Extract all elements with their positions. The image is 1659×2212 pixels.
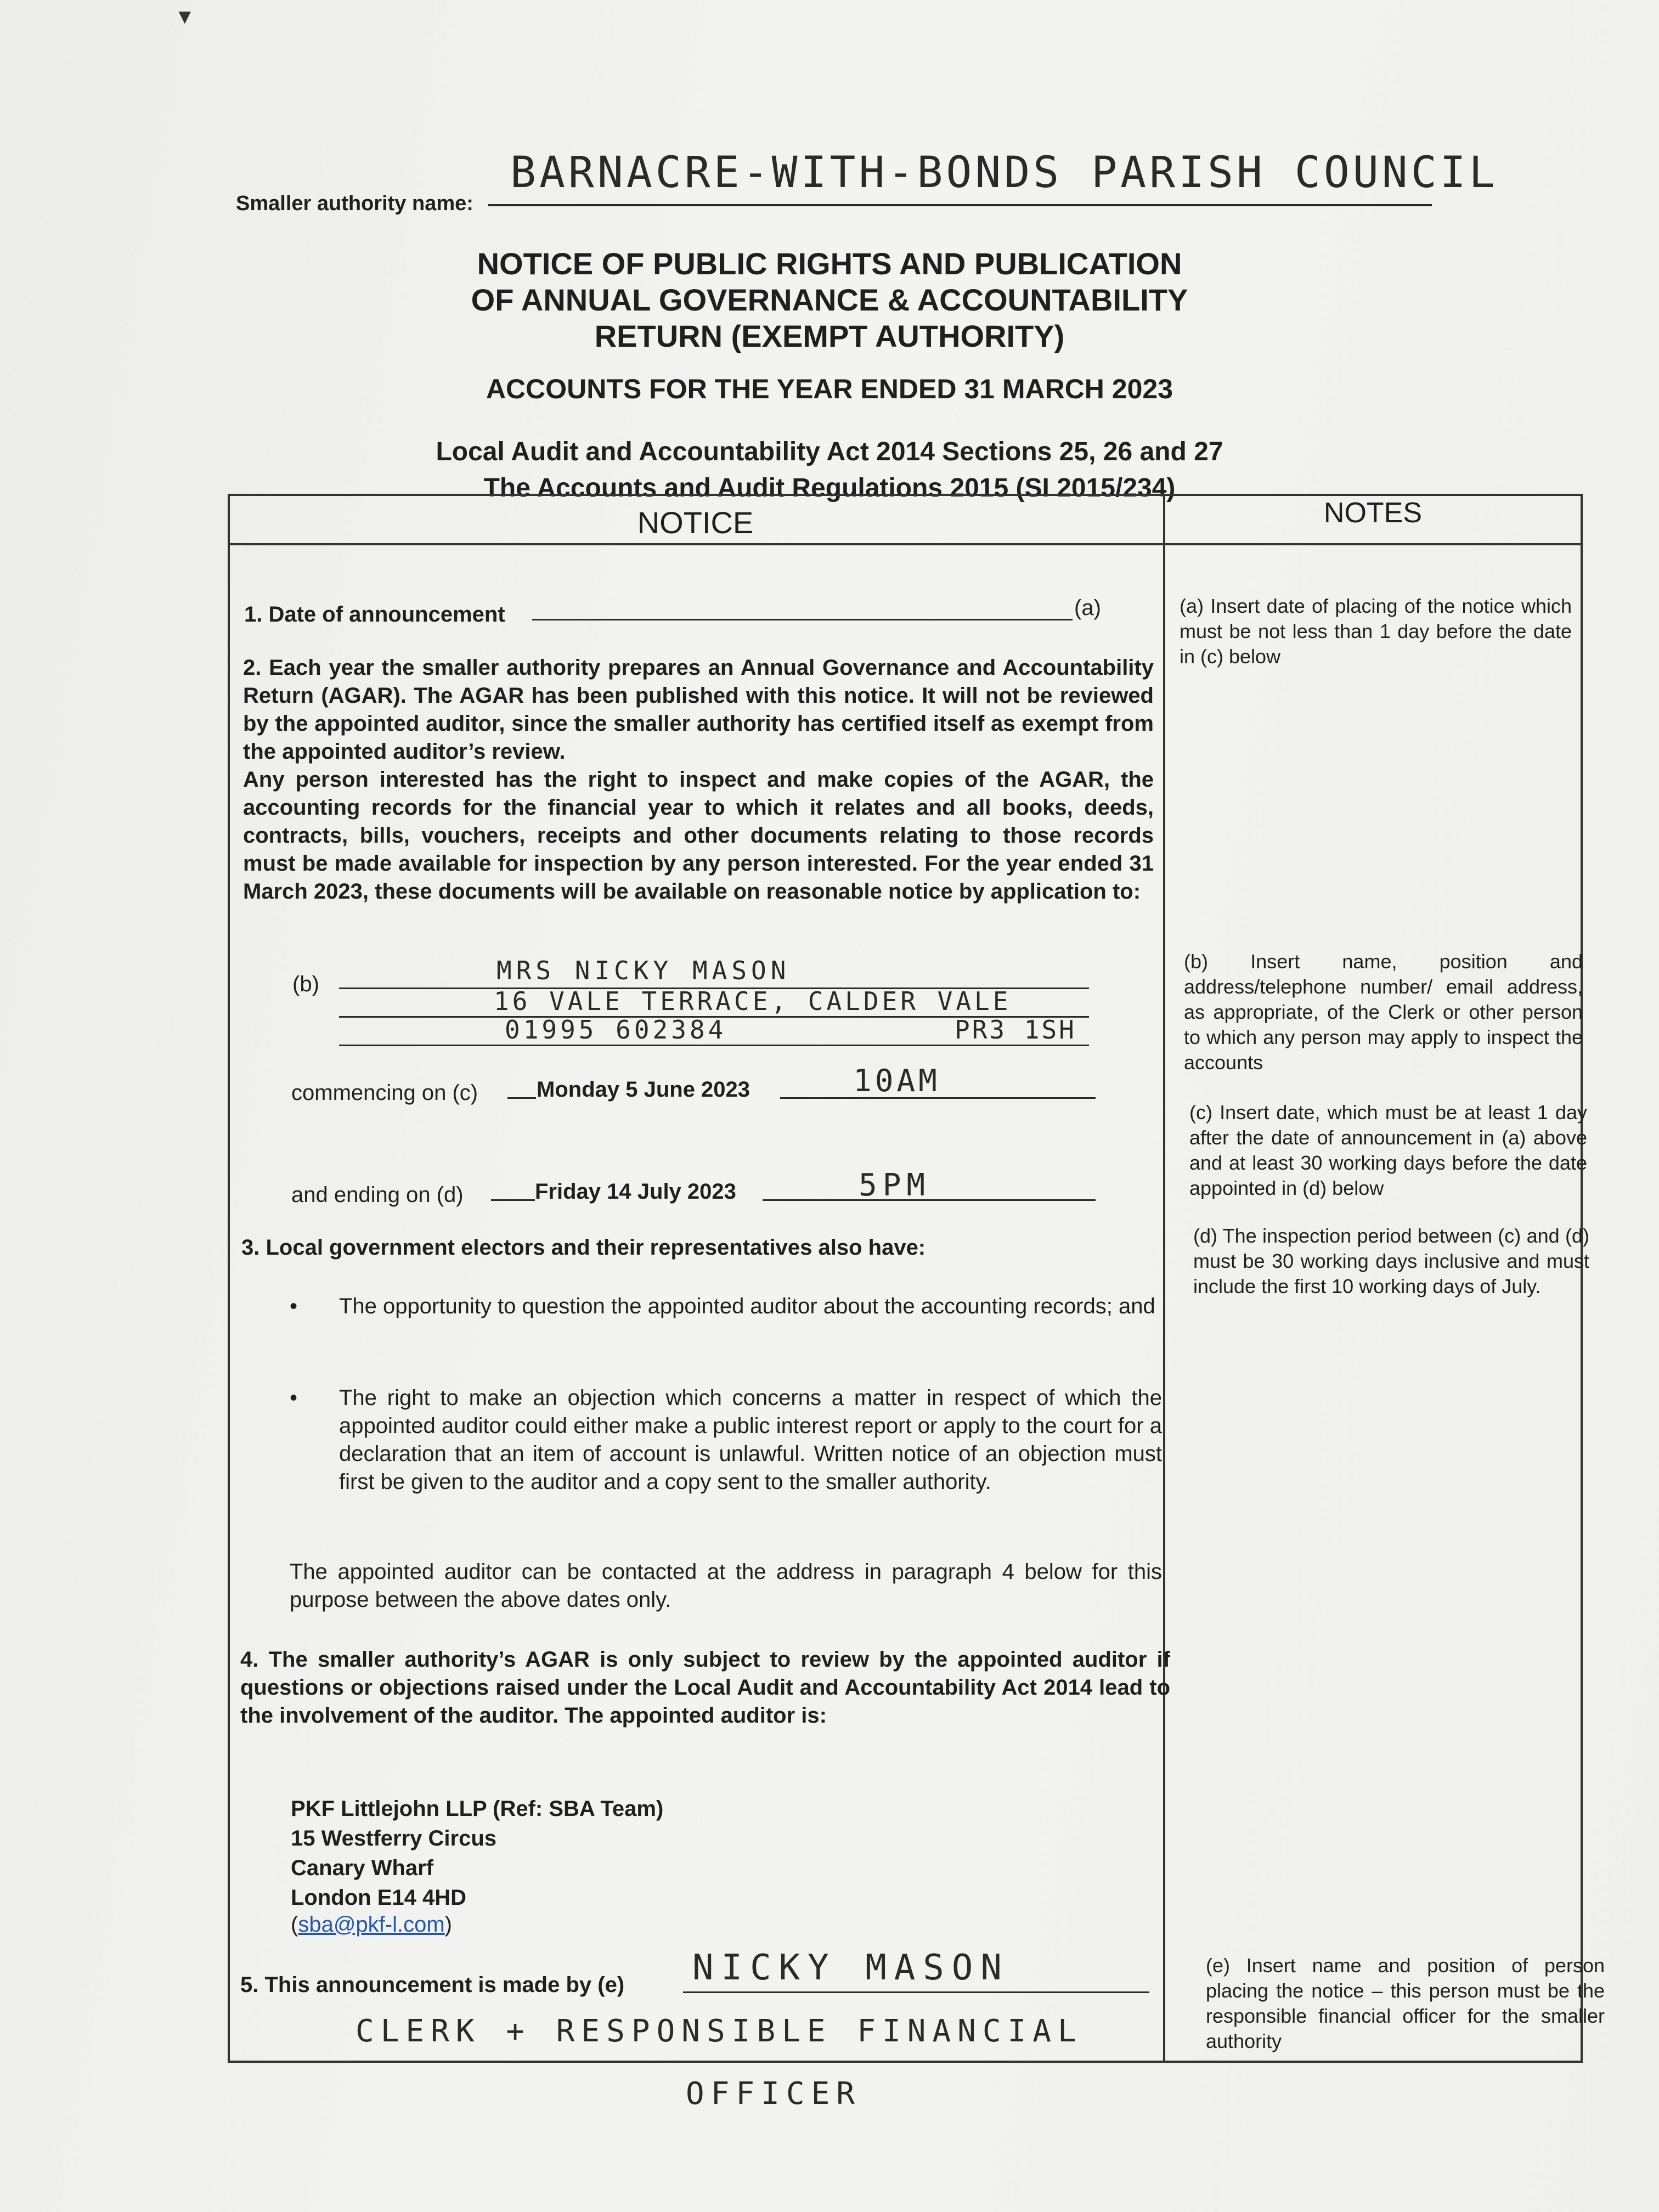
ending-line-left (491, 1199, 535, 1201)
auditor-email-link[interactable]: sba@pkf-l.com (298, 1912, 445, 1937)
commencing-line-left (507, 1097, 536, 1099)
notice-column-header: NOTICE (637, 505, 754, 540)
column-divider (1163, 494, 1165, 2063)
auditor-email-line: (sba@pkf-l.com) (291, 1912, 452, 1937)
ending-label: and ending on (d) (291, 1183, 464, 1207)
corner-mark: ▼ (174, 5, 195, 29)
auditor-address: PKF Littlejohn LLP (Ref: SBA Team) 15 Westferry Circus Canary Wharf London E14 4HD (291, 1797, 664, 1910)
item-1-label: 1. Date of announcement (244, 602, 505, 627)
header-divider (228, 543, 1583, 545)
announcement-date-line (532, 619, 1073, 620)
note-c: (c) Insert date, which must be at least 1 day after the date of announcement in (a) above and at least 30 working days before the date appointed in (d) below (1189, 1101, 1587, 1199)
item-4-text: 4. The smaller authority’s AGAR is only subject to review by the appointed auditor if questions or objections raised under the Local Audit and Accountability Act 2014 lead to the involvement of the auditor. The appointed auditor is: (240, 1647, 1170, 1728)
item-3-footer: The appointed auditor can be contacted at the address in paragraph 4 below for this purpose between the above dates only. (290, 1560, 1162, 1612)
note-b: (b) Insert name, position and address/telephone number/ email address, as appropriate, of the Clerk or other person to which any person may apply to inspect the accounts (1184, 950, 1583, 1074)
contact-name-handwritten: MRS NICKY MASON (496, 956, 791, 985)
commencing-time-handwritten: 10AM (853, 1063, 940, 1099)
authority-name-line (488, 204, 1432, 206)
bullet-objection-right: • The right to make an objection which concerns a matter in respect of which the appointed auditor could either make a public interest report or apply to the court for a declaration that an item of account is unlawful. Written notice of an objection must first be given to the auditor and a copy sent to the smaller authority. (339, 1384, 1162, 1496)
item-3-heading: 3. Local government electors and their representatives also have: (241, 1235, 926, 1260)
contact-address-handwritten: 16 VALE TERRACE, CALDER VALE (494, 986, 1012, 1016)
commencing-date: Monday 5 June 2023 (537, 1077, 751, 1102)
accounts-year-subtitle: ACCOUNTS FOR THE YEAR ENDED 31 MARCH 2023 (486, 374, 1173, 404)
notice-title: NOTICE OF PUBLIC RIGHTS AND PUBLICATION OF ANNUAL GOVERNANCE & ACCOUNTABILITY RETURN (EXEMPT AUTHORITY) (471, 246, 1188, 353)
contact-line-3 (339, 1045, 1089, 1046)
authority-name-label: Smaller authority name: (236, 192, 473, 215)
ending-time-handwritten: 5PM (859, 1167, 931, 1203)
announcer-position-cont-handwritten: OFFICER (686, 2076, 862, 2112)
authority-name-handwritten: BARNACRE-WITH-BONDS PARISH COUNCIL (510, 148, 1498, 198)
announcer-position-handwritten: CLERK + RESPONSIBLE FINANCIAL (356, 2013, 1083, 2049)
contact-postcode-handwritten: PR3 1SH (955, 1015, 1076, 1045)
contact-phone-handwritten: 01995 602384 (505, 1015, 727, 1045)
ending-date: Friday 14 July 2023 (535, 1180, 736, 1204)
item-1-marker: (a) (1074, 596, 1101, 620)
item-b-marker: (b) (292, 972, 319, 996)
legislation-line-2: The Accounts and Audit Regulations 2015 (SI 2015/234) (483, 473, 1176, 503)
notes-column-header: NOTES (1323, 497, 1423, 529)
commencing-label: commencing on (c) (291, 1081, 478, 1105)
note-e: (e) Insert name and position of person placing the notice – this person must be the responsible financial officer for the smaller authority (1206, 1954, 1605, 2052)
item-5-label: 5. This announcement is made by (e) (240, 1973, 625, 1997)
legislation-line-1: Local Audit and Accountability Act 2014 Sections 25, 26 and 27 (436, 437, 1223, 466)
item-2-text: 2. Each year the smaller authority prepares an Annual Governance and Accountability Return (AGAR). The AGAR has been published with this notice. It will not be reviewed by the appointed auditor, since the smaller authority has certified itself as exempt from the appointed auditor’s review. Any person interested has the right to inspect and make copies of the AGAR, the accounting records for the financial year to which it relates and all books, deeds, contracts, bills, vouchers, receipts and other documents relating to those records must be made available for inspection by any person interested. For the year ended 31 March 2023, these documents will be available on reasonable notice by application to: (243, 656, 1154, 904)
announcer-name-handwritten: NICKY MASON (692, 1948, 1009, 1988)
bullet-question-auditor: • The opportunity to question the appointed auditor about the accounting records; and (339, 1293, 1162, 1321)
note-d: (d) The inspection period between (c) and (d) must be 30 working days inclusive and must include the first 10 working days of July. (1193, 1224, 1589, 1297)
item-5-line (683, 1991, 1149, 1993)
note-a: (a) Insert date of placing of the notice which must be not less than 1 day before the date in (c) below (1180, 595, 1572, 668)
